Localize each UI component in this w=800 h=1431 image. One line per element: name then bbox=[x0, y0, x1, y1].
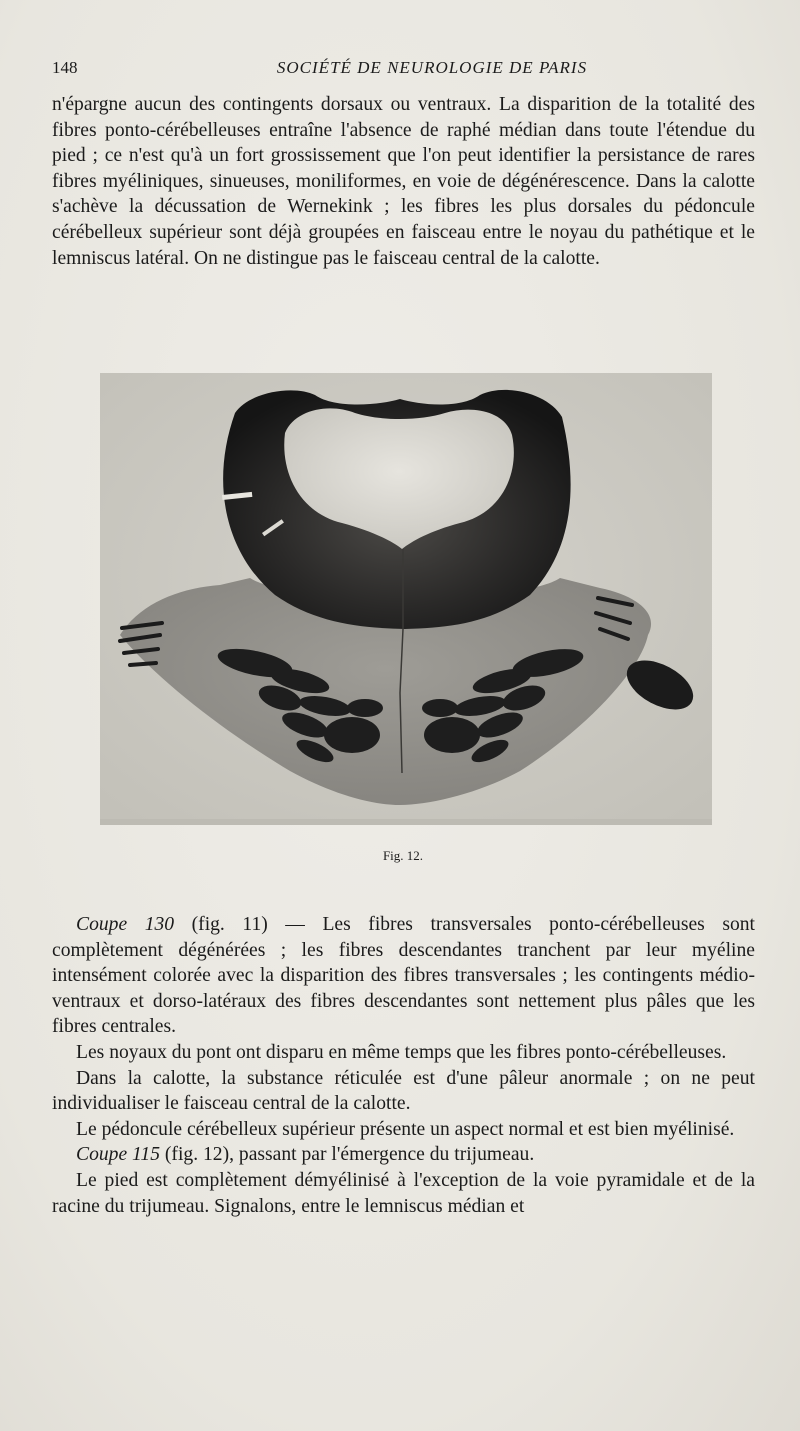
paragraph-calotte: Dans la calotte, la substance réticulée est d'une pâleur anormale ; on ne peut individualiser le faisceau central de la calotte. bbox=[52, 1067, 755, 1115]
bottom-text bbox=[52, 912, 755, 1219]
paragraph-coupe-130: Coupe 130 (fig. 11) — Les fibres transversales ponto-cérébelleuses sont complètement dégénérées ; les fibres descendantes tranchent par leur myéline intensément colorée avec la disparition des fibres transversales ; les contingents médio-ventraux et dorso-latéraux des fibres descendantes sont nettement plus pâles que les fibres centrales. bbox=[52, 914, 755, 1038]
brainstem-section-photo bbox=[100, 373, 712, 825]
photo-bottom-edge bbox=[100, 819, 712, 825]
page-number: 148 bbox=[52, 58, 78, 77]
paragraph-noyaux: Les noyaux du pont ont disparu en même temps que les fibres ponto-cérébelleuses. bbox=[76, 1041, 727, 1063]
coupe-label: Coupe 130 bbox=[76, 914, 175, 935]
paragraph-pedoncule: Le pédoncule cérébelleux supérieur présente un aspect normal et est bien myélinisé. bbox=[76, 1118, 735, 1140]
paragraph-pied: Le pied est complètement démyélinisé à l'exception de la voie pyramidale et de la racine du trijumeau. Signalons, entre le lemniscus médian et bbox=[52, 1169, 755, 1217]
paragraph-coupe-115: Coupe 115 (fig. 12), passant par l'émergence du trijumeau. bbox=[76, 1144, 535, 1166]
figure-caption: Fig. 12. bbox=[382, 848, 424, 863]
running-title: SOCIÉTÉ DE NEUROLOGIE DE PARIS bbox=[276, 58, 588, 77]
top-text bbox=[52, 92, 755, 271]
coupe-label: Coupe 115 bbox=[76, 1144, 160, 1166]
figure-brainstem-section bbox=[100, 373, 712, 825]
top-paragraph: n'épargne aucun des contingents dorsaux ou ventraux. La disparition de la totalité des fibres ponto-cérébelleuses entraîne l'absence de raphé médian dans toute l'étendue du pied ; ce n'est qu'à un fort grossissement que l'on peut identifier la persistance de rares fibres myéliniques, sinueuses, moniliformes, en voie de dégénérescence. Dans la calotte s'achève la décussation de Wernekink ; les fibres les plus dorsales du pédoncule cérébelleux supérieur sont déjà groupées en faisceau entre le noyau du pathétique et le lemniscus latéral. On ne distingue pas le faisceau central de la calotte. bbox=[52, 94, 755, 269]
running-head bbox=[52, 56, 752, 82]
